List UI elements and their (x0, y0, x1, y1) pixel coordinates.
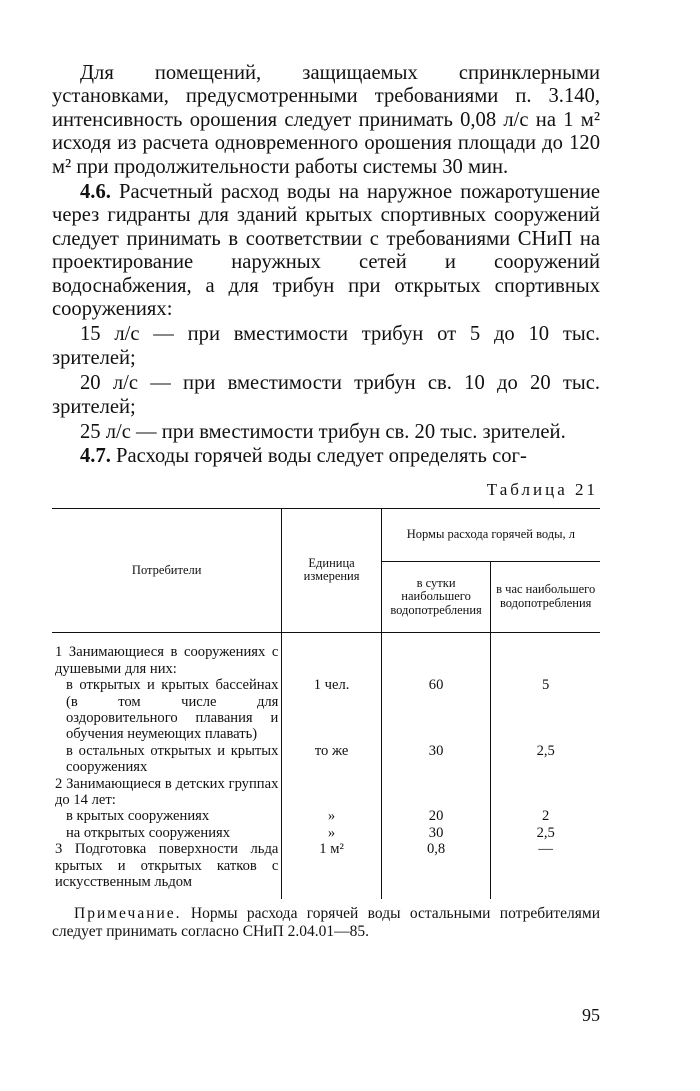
day-cell: 30 (381, 825, 491, 841)
consumer-cell: в крытых сооружениях (66, 808, 210, 825)
hour-cell: 5 (491, 677, 600, 743)
paragraph-4-7 (52, 445, 600, 468)
header-consumers: Потребители (52, 508, 282, 632)
note-text: Нормы расхода горячей воды остальными потребителями следует принимать согласно СНиП 2.04.01—85. (52, 904, 601, 940)
consumer-cell: 2 Занимающиеся в детских группах до 14 лет: (55, 775, 279, 809)
consumer-cell: в открытых и крытых бассейнах (в том числе для оздоровительного плавания и обучения неумеющих плавать) (66, 677, 279, 743)
unit-cell: 1 м² (282, 841, 381, 890)
day-cell: 0,8 (381, 841, 491, 890)
paragraph-4-6 (52, 181, 600, 321)
table-row (52, 841, 600, 890)
hot-water-norms-table (52, 508, 600, 899)
paragraph-4-6-text: Расчетный расход воды на наружное пожаротушение через гидранты для зданий крытых спортивных сооружений следует принимать в соответствии с требованиями СНиП на проектирование наружных сетей и сооружений водоснабжения, а для трибун при открытых спортивных сооружениях: (52, 181, 600, 321)
page-content (52, 62, 600, 956)
hour-cell (491, 776, 600, 809)
hour-cell: 2 (491, 808, 600, 824)
hour-cell (491, 644, 600, 677)
day-cell (381, 644, 491, 677)
clause-number-4-6: 4.6. (80, 181, 111, 204)
consumer-cell: на открытых сооружениях (66, 824, 231, 841)
paragraph-4-7-text: Расходы горячей воды следует определять сог- (116, 444, 527, 467)
header-unit: Единица измерения (282, 508, 381, 632)
hour-cell: 2,5 (491, 743, 600, 776)
flow-item-25: 25 л/с — при вместимости трибун св. 20 тыс. зрителей. (80, 421, 566, 444)
table-caption: Таблица 21 (486, 479, 598, 499)
note-label: Примечание. (74, 904, 182, 922)
consumer-cell: 3 Подготовка поверхности льда крытых и открытых катков с искусственным льдом (55, 841, 279, 891)
flow-item-15: 15 л/с — при вместимости трибун от 5 до 10 тыс. зрителей; (52, 323, 600, 369)
day-cell: 60 (381, 677, 491, 743)
paragraph-sprinkler: Для помещений, защищаемых спринклерными установками, предусмотренными требованиями п. 3.140, интенсивность орошения следует принимать 0,08 л/с на 1 м² исходя из расчета одновременного орошения площади до 120 м² при продолжительности работы системы 30 мин. (52, 62, 600, 178)
page-number: 95 (582, 1005, 600, 1025)
hour-cell: 2,5 (491, 825, 600, 841)
day-cell (381, 776, 491, 809)
hour-cell: — (491, 841, 600, 890)
clause-number-4-7: 4.7. (80, 444, 111, 467)
table-row (52, 808, 600, 824)
header-norms: Нормы расхода горячей воды, л (381, 508, 600, 561)
consumer-cell: в остальных открытых и крытых сооружениях (66, 742, 279, 776)
unit-cell: » (282, 808, 381, 824)
flow-item-20: 20 л/с — при вместимости трибун св. 10 до 20 тыс. зрителей; (52, 372, 600, 418)
table-row (52, 776, 600, 809)
table-row (52, 743, 600, 776)
unit-cell: 1 чел. (282, 677, 381, 743)
day-cell: 20 (381, 808, 491, 824)
table-row (52, 825, 600, 841)
table-row (52, 644, 600, 677)
unit-cell (282, 776, 381, 809)
table-row (52, 677, 600, 743)
header-per-day: в сутки наибольшего водопотребления (381, 561, 491, 632)
unit-cell (282, 644, 381, 677)
table-note (52, 905, 600, 941)
consumer-cell: 1 Занимающиеся в сооружениях с душевыми для них: (55, 644, 279, 677)
unit-cell: » (282, 825, 381, 841)
header-per-hour: в час наибольшего водопотребления (491, 561, 600, 632)
day-cell: 30 (381, 743, 491, 776)
unit-cell: то же (282, 743, 381, 776)
